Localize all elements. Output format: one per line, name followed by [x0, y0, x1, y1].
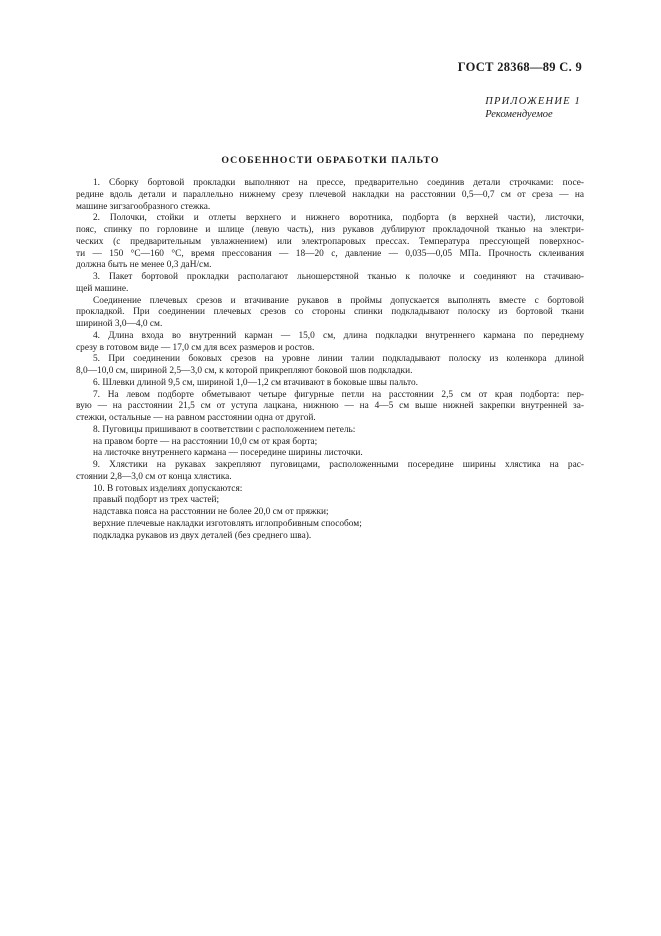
text-line: машине зигзагообразного стежка. — [76, 201, 211, 212]
text-line: 1. Сборку бортовой прокладки выполняют на прессе, предварительно соединив детали строчками: посе- — [93, 178, 584, 188]
text-line: стежки, остальные — на равном расстоянии одна от другой. — [76, 413, 316, 423]
appendix-label — [485, 95, 581, 121]
text-line: 5. При соединении боковых срезов на уровне линии талии подкладывают полоску из коленкора длиной — [93, 354, 584, 365]
text-line: 4. Длина входа во внутренний карман — 15,0 см, длина подкладки внутреннего кармана по переднему — [93, 330, 584, 341]
text-line: шириной 3,0—4,0 см. — [76, 319, 163, 329]
text-line: стоянии 2,8—3,0 см от конца хлястика. — [76, 471, 232, 482]
text-line: на листочке внутреннего кармана — посередине ширины листочки. — [93, 448, 363, 459]
text-line: Соединение плечевых срезов и втачивание рукавов в проймы допускается выполнять вместе с бортовой — [93, 295, 584, 306]
appendix-subtitle: Рекомендуемое — [485, 109, 553, 120]
text-line: ти — 150 °С—160 °С, время прессования — 18—20 с, давление — 0,035—0,05 МПа. Прочность склеивания — [76, 248, 584, 259]
text-line: 8,0—10,0 см, шириной 2,5—3,0 см, к которой прикрепляют боковой шов подкладки. — [76, 366, 413, 376]
text-line: 8. Пуговицы пришивают в соответствии с расположением петель: — [93, 424, 356, 435]
text-line: вую — на расстоянии 21,5 см от уступа лацкана, нижнюю — на 4—5 см выше нижней закрепки внутренней за- — [76, 401, 584, 412]
text-line: 9. Хлястики на рукавах закрепляют пуговицами, расположенными посередине ширины хлястика на рас- — [93, 460, 584, 470]
text-line: щей машине. — [76, 283, 129, 294]
text-line: должна быть не менее 0,3 даН/см. — [76, 260, 212, 271]
text-line: 2. Полочки, стойки и отлеты верхнего и нижнего воротника, подборта (в верхней части), листочки, — [93, 213, 584, 224]
text-line: на правом борте — на расстоянии 10,0 см от края борта; — [93, 436, 318, 447]
text-line: 6. Шлевки длиной 9,5 см, шириной 1,0—1,2 см втачивают в боковые швы пальто. — [93, 377, 418, 388]
text-line: срезу в готовом виде — 17,0 см для всех размеров и ростов. — [76, 342, 315, 353]
appendix-title: ПРИЛОЖЕНИЕ 1 — [485, 96, 581, 107]
text-line: подкладка рукавов из двух деталей (без среднего шва). — [93, 530, 312, 541]
text-line: надставка пояса на расстоянии не более 20,0 см от пряжки; — [93, 507, 329, 517]
text-line: прокладкой. При соединении плечевых срезов со стороны спинки подкладывают полоску из бортовой ткани — [76, 307, 584, 318]
text-line: редине вдоль детали и параллельно нижнему срезу плечевой накладки на расстоянии 0,5—0,7 см от среза — на — [76, 189, 584, 200]
text-line: пояс, спинку по горловине и шлице (левую часть), низ рукавов дублируют прокладочной тканью на электри- — [76, 225, 584, 235]
text-line: правый подборт из трех частей; — [93, 495, 220, 506]
text-line: 3. Пакет бортовой прокладки располагают льношерстяной тканью к полочке и соединяют на стачиваю- — [93, 272, 584, 282]
text-line: ческих (с предварительным увлажнением) или электропаровых прессах. Температура прессующей поверхнос- — [76, 236, 584, 247]
text-line: 7. На левом подборте обметывают четыре фигурные петли на расстоянии 2,5 см от края подборта: пер- — [93, 389, 584, 400]
standard-header: ГОСТ 28368—89 С. 9 — [457, 60, 582, 74]
text-line: 10. В готовых изделиях допускаются: — [93, 483, 243, 494]
document-body — [76, 178, 584, 542]
section-title: ОСОБЕННОСТИ ОБРАБОТКИ ПАЛЬТО — [221, 155, 440, 166]
text-line: верхние плечевые накладки изготовлять иглопробивным способом; — [93, 518, 362, 529]
